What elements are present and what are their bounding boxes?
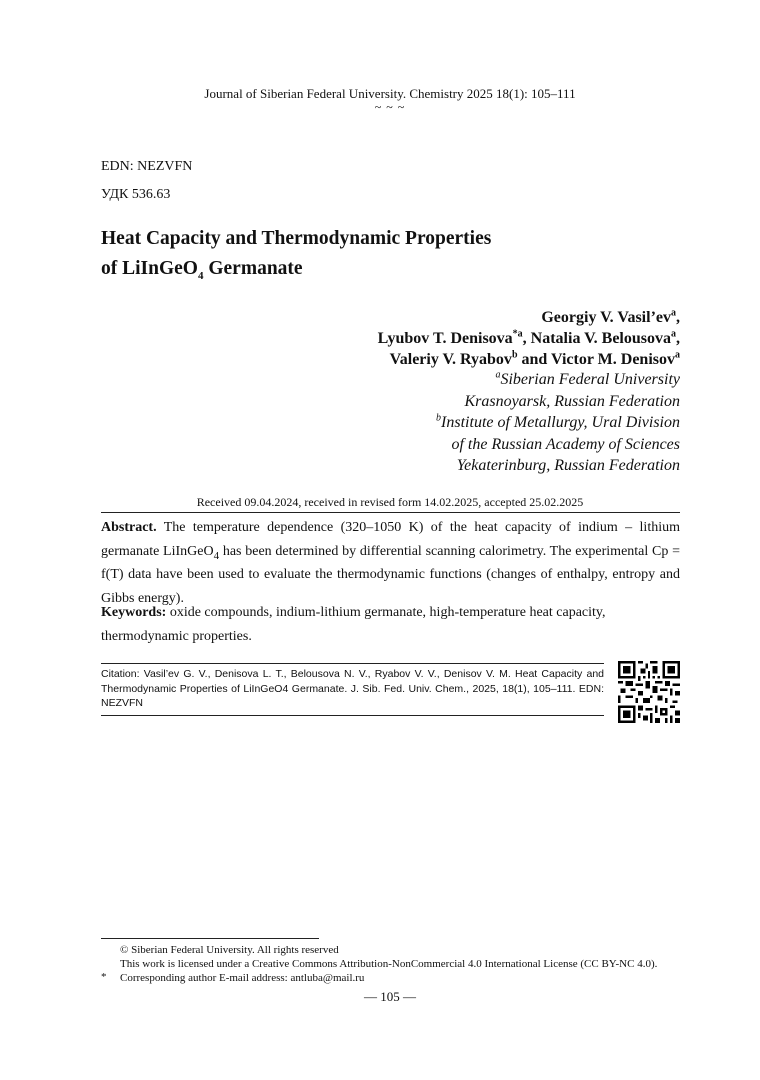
author-line-1: Georgiy V. $Vasil’ev^a$,	[541, 307, 680, 326]
author-belousova: Natalia V. Belousova	[530, 330, 671, 347]
page-number: — 105 —	[364, 989, 416, 1004]
footnote-star: *	[101, 971, 107, 983]
title-line-2: of LiInGeO$_4$ Germanate	[101, 258, 303, 282]
affiliations	[436, 369, 680, 477]
author-line-2: Lyubov T. Denisova$^{*a}$, Natalia V. Belousova$^a$,	[377, 328, 680, 347]
article-title	[101, 224, 491, 284]
udk-code: УДК 536.63	[101, 187, 171, 202]
citation-bottom-rule	[101, 715, 604, 716]
divider	[101, 512, 680, 513]
author-ryabov: Valeriy V. Ryabov	[389, 351, 512, 368]
footnote-copyright: © Siberian Federal University. All rights reserved	[120, 944, 339, 956]
affiliation-a: $^a$Siberian Federal University	[495, 369, 680, 388]
citation-top-rule	[101, 663, 604, 664]
header-ornament: ~ ~ ~	[374, 100, 406, 114]
citation: Citation: Vasil’ev G. V., Denisova L. T., Belousova N. V., Ryabov V. V., Denisov V. M. Heat Capacity and Thermodynamic Properties of LiInGeO4 Germanate. J. Sib. Fed. Univ. Chem., 2025, 18(1), 105–111. EDN: NEZVFN	[101, 668, 604, 709]
keywords-label: Keywords:	[101, 605, 167, 620]
author-list	[378, 307, 680, 370]
abstract-label: Abstract.	[101, 520, 157, 535]
author-vasilev: Georgiy V. Vasil’ev	[541, 309, 671, 326]
title-line-1: Heat Capacity and Thermodynamic Properties	[101, 228, 492, 249]
edn-code: EDN: NEZVFN	[101, 159, 193, 174]
footnote-license: This work is licensed under a Creative Commons Attribution-NonCommercial 4.0 International License (CC BY-NC 4.0).	[120, 958, 658, 970]
received-dates: Received 09.04.2024, received in revised form 14.02.2025, accepted 25.02.2025	[196, 495, 584, 509]
affiliation-b-line-2: of the Russian Academy of Sciences	[451, 435, 680, 453]
journal-header: Journal of Siberian Federal University. Chemistry 2025 18(1): 105–111	[204, 86, 576, 101]
abstract: Abstract. The temperature dependence (320–1050 K) of the heat capacity of indium – lithium germanate LiInGeO$_4$ has been determined by differential scanning calorimetry. The experimental Cp = f(T) data have been used to evaluate the thermodynamic functions (changes of enthalpy, entropy and Gibbs energy).	[101, 520, 680, 606]
author-denisova: Lyubov T. Denisova	[377, 330, 513, 347]
author-denisov: Victor M. Denisov	[551, 351, 675, 368]
author-line-3: Valeriy V. Ryabov$^b$ and Victor M. Denisov$^a$	[389, 349, 680, 368]
footnote-corresponding: Corresponding author E-mail address: antluba@mail.ru	[120, 972, 365, 984]
affiliation-b-location: Yekaterinburg, Russian Federation	[456, 457, 680, 474]
footnote-rule	[101, 938, 319, 939]
keywords: Keywords: oxide compounds, indium-lithium germanate, high-temperature heat capacity, thermodynamic properties.	[101, 605, 606, 644]
qr-code-icon	[618, 661, 680, 723]
affiliation-a-location: Krasnoyarsk, Russian Federation	[464, 392, 680, 410]
affiliation-b: $^b$Institute of Metallurgy, Ural Division	[436, 412, 680, 431]
